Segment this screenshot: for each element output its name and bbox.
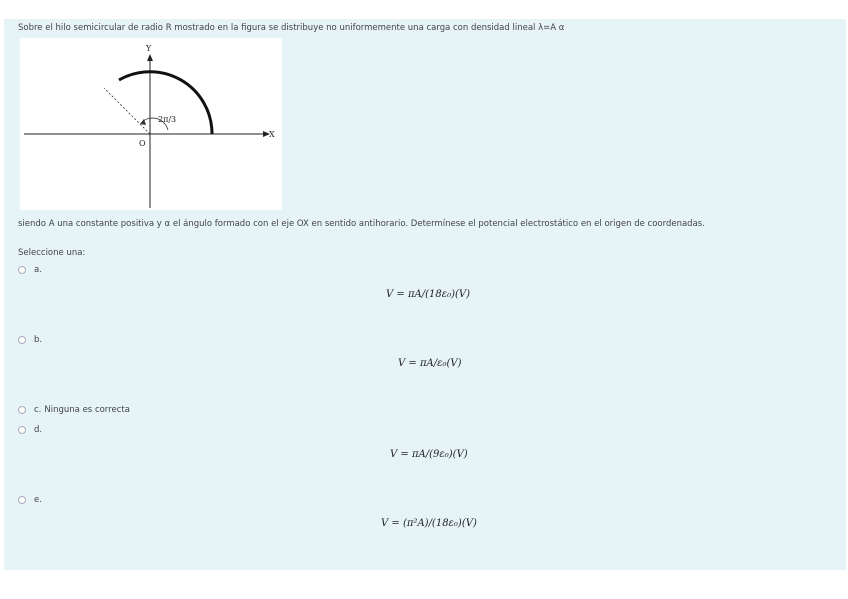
option-b-formula: V = πA/ε₀(V) — [398, 358, 462, 369]
option-c-text: Ninguna es correcta — [44, 405, 130, 415]
semicircle-figure — [20, 38, 282, 210]
origin-label: O — [139, 139, 146, 148]
option-b-letter: b. — [34, 335, 43, 345]
option-a-letter: a. — [34, 265, 42, 275]
angle-label: 2π/3 — [158, 115, 177, 124]
question-statement-continued: siendo A una constante positiva y α el ángulo formado con el eje OX en sentido antihorario. Determínese el potencial electrostático en el origen de coordenadas. — [18, 219, 705, 229]
x-axis-label: X — [269, 130, 275, 139]
option-a[interactable] — [18, 265, 42, 275]
y-axis-label: Y — [146, 44, 152, 53]
question-statement: Sobre el hilo semicircular de radio R mostrado en la figura se distribuye no uniformemente una carga con densidad lineal λ=A α — [18, 23, 565, 33]
option-e[interactable] — [18, 495, 42, 505]
option-d-letter: d. — [34, 425, 43, 435]
option-d[interactable] — [18, 425, 42, 435]
option-b[interactable] — [18, 335, 42, 345]
option-e-letter: e. — [34, 495, 42, 505]
option-a-formula: V = πA/(18ε₀)(V) — [386, 289, 471, 300]
option-e-formula: V = (π²A)/(18ε₀)(V) — [381, 518, 477, 529]
option-d-formula: V = πA/(9ε₀)(V) — [390, 449, 468, 460]
radio-d[interactable] — [18, 426, 26, 434]
option-c-letter: c. — [34, 405, 42, 415]
radio-a[interactable] — [18, 266, 26, 274]
radio-c[interactable] — [18, 406, 26, 414]
radio-b[interactable] — [18, 336, 26, 344]
radio-e[interactable] — [18, 496, 26, 504]
option-c[interactable] — [18, 405, 130, 415]
select-one-label: Seleccione una: — [18, 248, 86, 258]
